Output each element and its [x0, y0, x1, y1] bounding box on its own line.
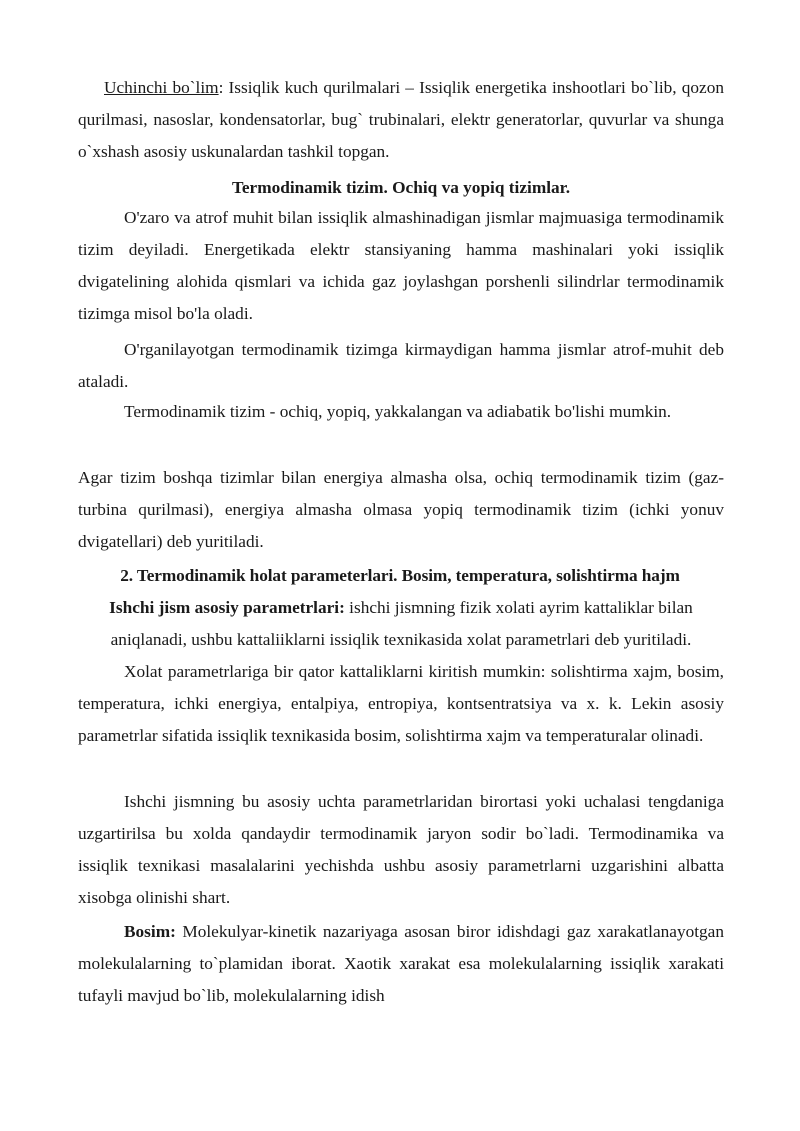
paragraph-text: ishchi jismning fizik xolati ayrim kattaliklar bilan aniqlanadi, ushbu kattaliiklarni issiqlik texnikasida xolat parametrlari deb yuritiladi.	[110, 598, 693, 649]
section-label: Uchinchi bo`lim	[104, 78, 219, 97]
heading-state-parameters: 2. Termodinamik holat parameterlari. Bosim, temperatura, solishtirma hajm	[120, 566, 680, 585]
paragraph-section-three	[78, 72, 724, 168]
paragraph-open-closed: Agar tizim boshqa tizimlar bilan energiya almasha olsa, ochiq termodinamik tizim (gaz-turbina qurilmasi), energiya almasha olmasa yopiq termodinamik tizim (ichki yonuv dvigatellari) deb yuritiladi.	[78, 468, 724, 551]
paragraph-process: Ishchi jismning bu asosiy uchta parametrlaridan birortasi yoki uchalasi tengdaniga uzgartirilsa bu xolda qandaydir termodinamik jaryon sodir bo`ladi. Termodinamika va issiqlik texnikasi masalalarini yechishda ushbu asosiy parametrlarni uzgarishini albatta xisobga olinishi shart.	[78, 792, 724, 907]
paragraph-text: : Issiqlik kuch qurilmalari – Issiqlik energetika inshootlari bo`lib, qozon qurilmasi, nasoslar, kondensatorlar, bug` trubinalari, elektr generatorlar, quvurlar va shunga o`xshash asosiy uskunalardan tashkil topgan.	[78, 78, 725, 161]
paragraph-working-body	[84, 592, 718, 656]
heading-thermodynamic-system: Termodinamik tizim. Ochiq va yopiq tizimlar.	[231, 178, 571, 197]
paragraph-text: Molekulyar-kinetik nazariyaga asosan biror idishdagi gaz xarakatlanayotgan molekulalarning to`plamidan iborat. Xaotik xarakat esa molekulalarning issiqlik xarakati tufayli mavjud bo`lib, molekulalarning idish	[78, 922, 724, 1005]
paragraph-lead: Ishchi jism asosiy parametrlari:	[109, 598, 345, 617]
paragraph-definition: O'zaro va atrof muhit bilan issiqlik almashinadigan jismlar majmuasiga termodinamik tizim deyiladi. Energetikada elektr stansiyaning hamma mashinalari yoki issiqlik dvigatelining alohida qismlari va ichida gaz joylashgan porshenli silindrlar termodinamik tizimga misol bo'la oladi.	[78, 208, 724, 323]
paragraph-system-types: Termodinamik tizim - ochiq, yopiq, yakkalangan va adiabatik bo'lishi mumkin.	[124, 402, 672, 421]
paragraph-pressure	[78, 916, 724, 1012]
paragraph-lead: Bosim:	[124, 922, 176, 941]
paragraph-environment: O'rganilayotgan termodinamik tizimga kirmaydigan hamma jismlar atrof-muhit deb ataladi.	[78, 340, 724, 391]
paragraph-parameters-list: Xolat parametrlariga bir qator kattaliklarni kiritish mumkin: solishtirma xajm, bosim, temperatura, ichki energiya, entalpiya, entropiya, kontsentratsiya va x. k. Lekin asosiy parametrlar sifatida issiqlik texnikasida bosim, solishtirma xajm va temperaturalar olinadi.	[78, 662, 724, 745]
